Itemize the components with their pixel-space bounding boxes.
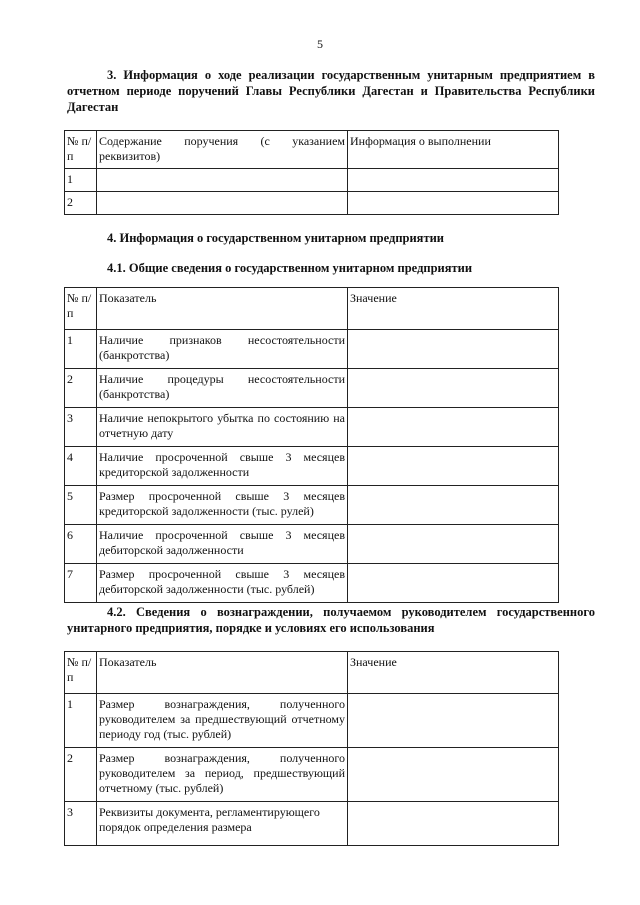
row-number: 4 — [65, 447, 97, 486]
execution-info-cell — [348, 192, 559, 215]
section-4-2-heading: 4.2. Сведения о вознаграждении, получаемом руководителем государственного унитарного предприятия, порядке и условиях его использования — [67, 605, 595, 635]
table-row — [65, 486, 559, 525]
row-number: 7 — [65, 564, 97, 603]
assignments-table — [64, 130, 559, 215]
value-cell — [348, 802, 559, 846]
assignment-content-cell — [97, 169, 348, 192]
row-number: 2 — [65, 192, 97, 215]
header-execution-info: Информация о выполнении — [348, 131, 559, 169]
table-row — [65, 192, 559, 215]
table-row — [65, 802, 559, 846]
value-cell — [348, 486, 559, 525]
header-indicator: Показатель — [97, 652, 348, 694]
indicator-cell: Наличие просроченной свыше 3 месяцев кредиторской задолженности — [97, 447, 348, 486]
indicator-cell: Наличие признаков несостоятельности (банкротства) — [97, 330, 348, 369]
table-row — [65, 525, 559, 564]
row-number: 3 — [65, 802, 97, 846]
value-cell — [348, 369, 559, 408]
section-4-heading: 4. Информация о государственном унитарном предприятии — [107, 231, 444, 245]
indicator-cell: Наличие просроченной свыше 3 месяцев дебиторской задолженности — [97, 525, 348, 564]
row-number: 1 — [65, 694, 97, 748]
table-row — [65, 748, 559, 802]
value-cell — [348, 564, 559, 603]
indicator-cell: Наличие процедуры несостоятельности (банкротства) — [97, 369, 348, 408]
row-number: 6 — [65, 525, 97, 564]
row-number: 5 — [65, 486, 97, 525]
header-number: № п/п — [65, 288, 97, 330]
header-indicator: Показатель — [97, 288, 348, 330]
section-4-1-heading: 4.1. Общие сведения о государственном унитарном предприятии — [107, 261, 473, 275]
table-header-row — [65, 131, 559, 169]
row-number: 2 — [65, 748, 97, 802]
assignment-content-cell — [97, 192, 348, 215]
indicator-cell: Размер вознаграждения, полученного руководителем за предшествующий отчетному периоду год (тыс. рублей) — [97, 694, 348, 748]
header-value: Значение — [348, 288, 559, 330]
indicator-cell: Размер просроченной свыше 3 месяцев кредиторской задолженности (тыс. рулей) — [97, 486, 348, 525]
indicator-cell: Размер просроченной свыше 3 месяцев дебиторской задолженности (тыс. рублей) — [97, 564, 348, 603]
table-row — [65, 330, 559, 369]
indicator-cell: Размер вознаграждения, полученного руководителем за период, предшествующий отчетному (тыс. рублей) — [97, 748, 348, 802]
row-number: 3 — [65, 408, 97, 447]
table-row — [65, 369, 559, 408]
page-number: 5 — [317, 37, 323, 51]
table-row — [65, 564, 559, 603]
value-cell — [348, 748, 559, 802]
header-value: Значение — [348, 652, 559, 694]
table-row — [65, 169, 559, 192]
row-number: 2 — [65, 369, 97, 408]
value-cell — [348, 330, 559, 369]
general-info-table — [64, 287, 559, 603]
value-cell — [348, 447, 559, 486]
remuneration-table — [64, 651, 559, 846]
table-header-row — [65, 288, 559, 330]
table-row — [65, 408, 559, 447]
row-number: 1 — [65, 169, 97, 192]
indicator-cell: Реквизиты документа, регламентирующего порядок определения размера — [97, 802, 348, 846]
header-number: № п/п — [65, 131, 97, 169]
value-cell — [348, 408, 559, 447]
row-number: 1 — [65, 330, 97, 369]
header-number: № п/п — [65, 652, 97, 694]
value-cell — [348, 694, 559, 748]
table-row — [65, 447, 559, 486]
section-3-heading: 3. Информация о ходе реализации государственным унитарным предприятием в отчетном периоде поручений Главы Республики Дагестан и Правительства Республики Дагестан — [67, 68, 595, 114]
indicator-cell: Наличие непокрытого убытка по состоянию на отчетную дату — [97, 408, 348, 447]
header-assignment-content: Содержание поручения (с указанием реквизитов) — [97, 131, 348, 169]
table-row — [65, 694, 559, 748]
execution-info-cell — [348, 169, 559, 192]
value-cell — [348, 525, 559, 564]
table-header-row — [65, 652, 559, 694]
